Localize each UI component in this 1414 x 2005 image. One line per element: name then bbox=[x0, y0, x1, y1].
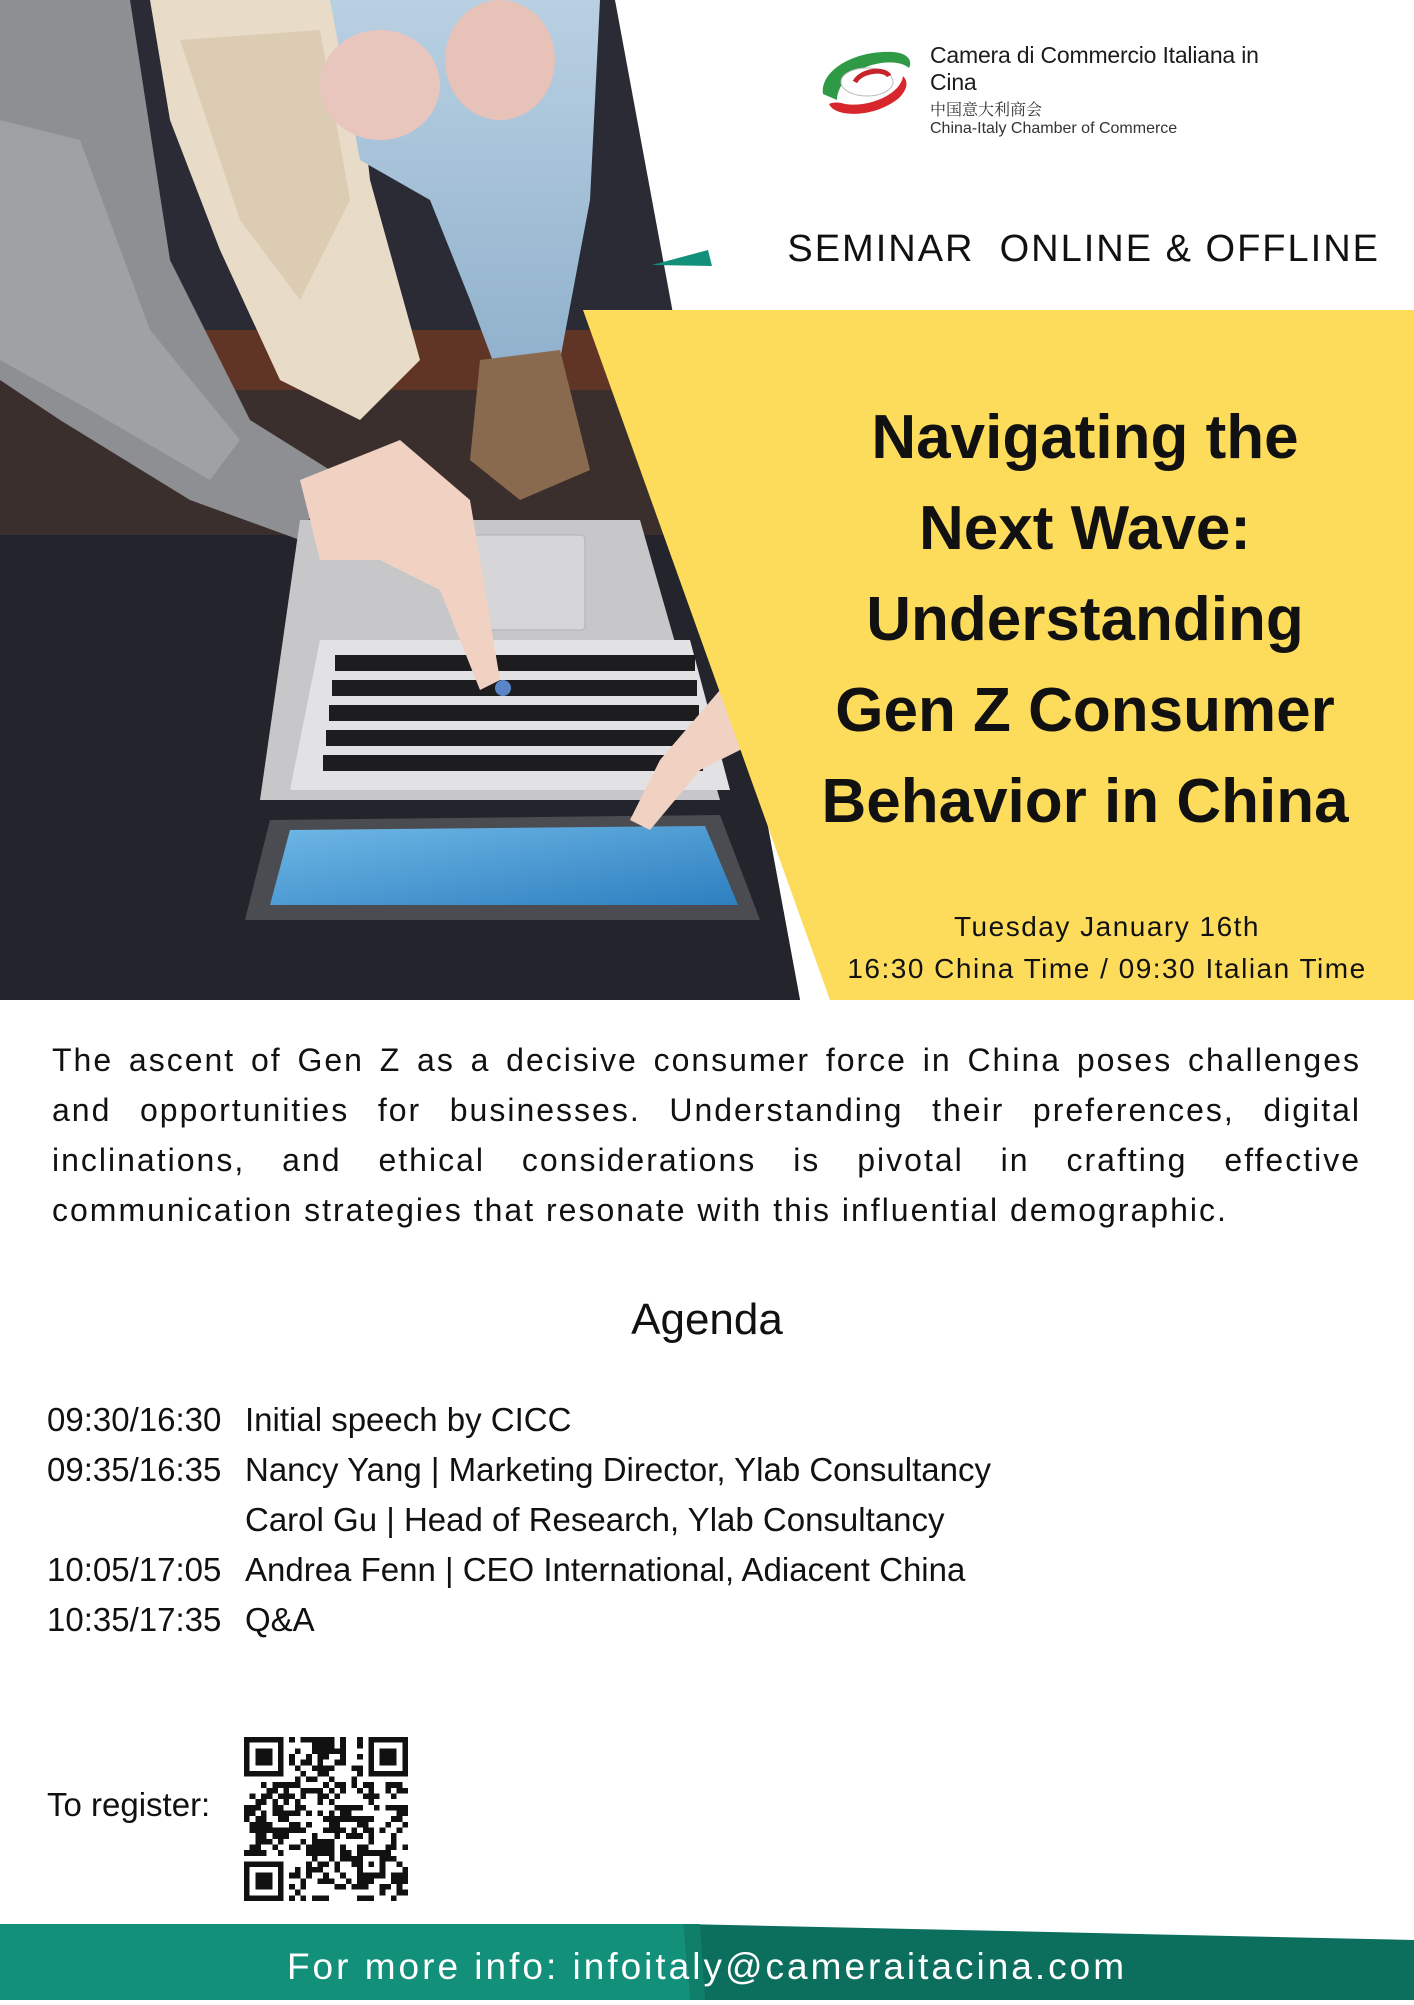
event-type: SEMINAR ONLINE & OFFLINE bbox=[787, 228, 1380, 270]
org-name-italian: Camera di Commercio Italiana in Cina bbox=[930, 42, 1259, 95]
event-title bbox=[775, 392, 1395, 847]
agenda-item bbox=[47, 1595, 991, 1645]
org-name-english: China-Italy Chamber of Commerce bbox=[930, 120, 1178, 137]
title-line: Navigating the bbox=[871, 403, 1299, 472]
event-date: Tuesday January 16th bbox=[953, 911, 1261, 942]
agenda-time: 10:05/17:05 bbox=[47, 1551, 222, 1588]
title-line: Behavior in China bbox=[821, 767, 1349, 836]
agenda-list bbox=[47, 1395, 991, 1645]
agenda-time: 09:35/16:35 bbox=[47, 1451, 222, 1488]
agenda-time: 10:35/17:35 bbox=[47, 1601, 222, 1638]
qr-code-icon[interactable] bbox=[244, 1737, 408, 1901]
event-time: 16:30 China Time / 09:30 Italian Time bbox=[847, 953, 1367, 984]
contact-info[interactable]: For more info: infoitaly@cameraitacina.com bbox=[286, 1946, 1128, 1987]
agenda-heading: Agenda bbox=[631, 1295, 783, 1344]
agenda-item bbox=[47, 1545, 991, 1595]
register-label: To register: bbox=[47, 1786, 211, 1823]
agenda-text: Q&A bbox=[245, 1601, 315, 1638]
org-name-chinese: 中国意大利商会 bbox=[930, 102, 1043, 119]
agenda-item bbox=[47, 1495, 991, 1545]
title-line: Next Wave: bbox=[919, 494, 1251, 563]
agenda-item bbox=[47, 1395, 991, 1445]
organization-logo bbox=[815, 42, 1275, 137]
agenda-text: Nancy Yang | Marketing Director, Ylab Consultancy bbox=[245, 1451, 991, 1488]
agenda-text: Andrea Fenn | CEO International, Adiacent China bbox=[245, 1551, 966, 1588]
organization-name bbox=[930, 42, 1275, 138]
agenda-time: 09:30/16:30 bbox=[47, 1401, 222, 1438]
event-description: The ascent of Gen Z as a decisive consumer force in China poses challenges and opportunities for businesses. Understanding their preferences, digital inclinations, and ethical considerations is pivotal in crafting effective communication strategies that resonate with this influential demographic. bbox=[52, 1042, 1361, 1228]
title-line: Gen Z Consumer bbox=[835, 676, 1335, 745]
agenda-item bbox=[47, 1445, 991, 1495]
cicc-logo-icon bbox=[815, 42, 915, 120]
event-datetime bbox=[800, 906, 1414, 990]
agenda-text: Initial speech by CICC bbox=[245, 1401, 572, 1438]
agenda-text: Carol Gu | Head of Research, Ylab Consultancy bbox=[245, 1501, 945, 1538]
agenda-time bbox=[47, 1495, 245, 1545]
title-line: Understanding bbox=[866, 585, 1304, 654]
